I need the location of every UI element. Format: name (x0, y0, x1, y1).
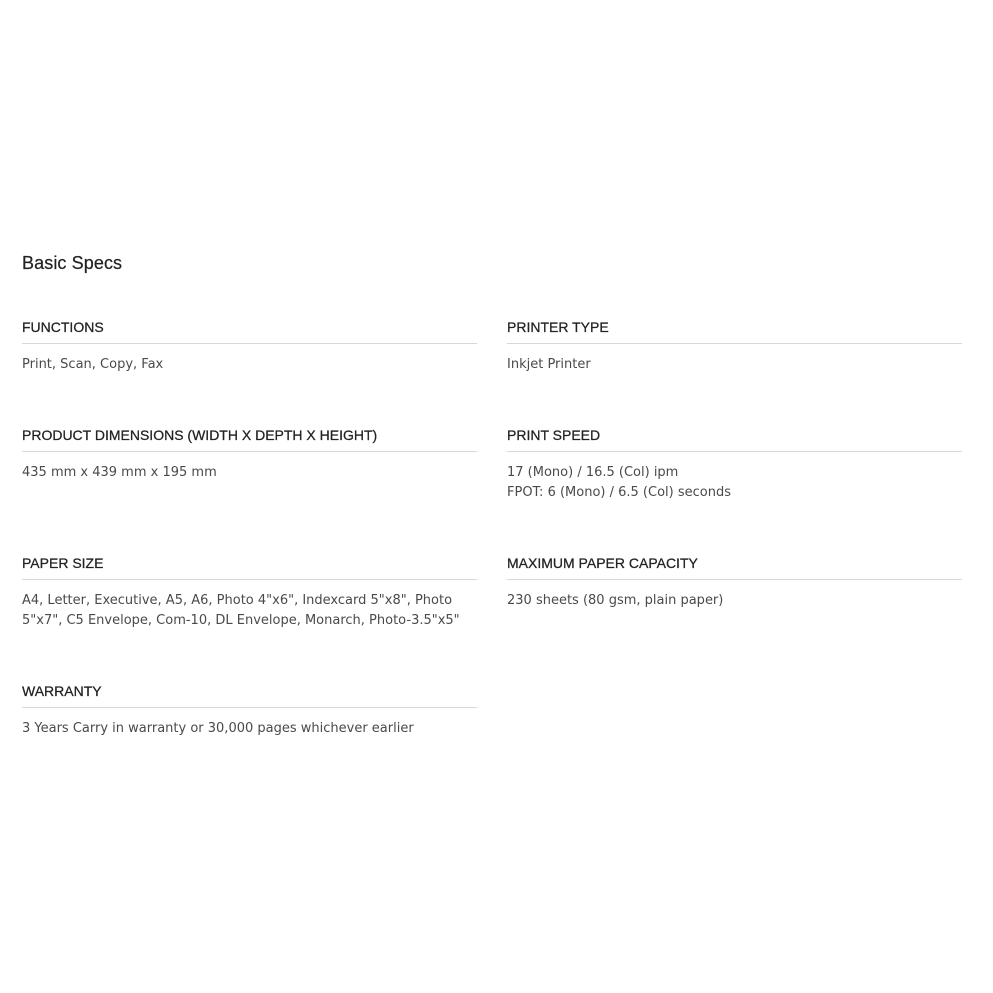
spec-label-functions: FUNCTIONS (22, 318, 477, 344)
spec-value-dimensions: 435 mm x 439 mm x 195 mm (22, 465, 217, 480)
spec-functions (22, 318, 477, 375)
spec-value-warranty: 3 Years Carry in warranty or 30,000 pages whichever earlier (22, 721, 414, 736)
section-title: Basic Specs (22, 253, 123, 273)
spec-max-paper-capacity (507, 554, 962, 611)
spec-label-warranty: WARRANTY (22, 682, 477, 708)
spec-dimensions (22, 426, 477, 483)
spec-value-line: A4, Letter, Executive, A5, A6, Photo 4"x6", Indexcard 5"x8", Photo (22, 593, 453, 608)
spec-value-max-paper-capacity: 230 sheets (80 gsm, plain paper) (507, 593, 724, 608)
spec-label-printer-type: PRINTER TYPE (507, 318, 962, 344)
spec-value-paper-size (22, 580, 477, 631)
spec-printer-type (507, 318, 962, 375)
spec-value-line: FPOT: 6 (Mono) / 6.5 (Col) seconds (507, 485, 731, 500)
spec-label-paper-size: PAPER SIZE (22, 554, 477, 580)
spec-value-printer-type: Inkjet Printer (507, 357, 591, 372)
spec-paper-size (22, 554, 477, 631)
spec-value-functions: Print, Scan, Copy, Fax (22, 357, 164, 372)
spec-value-line: 17 (Mono) / 16.5 (Col) ipm (507, 465, 679, 480)
spec-value-line: 5"x7", C5 Envelope, Com-10, DL Envelope, Monarch, Photo-3.5"x5" (22, 613, 460, 628)
spec-warranty (22, 682, 477, 739)
spec-value-print-speed (507, 452, 962, 503)
spec-label-dimensions: PRODUCT DIMENSIONS (WIDTH X DEPTH X HEIGHT) (22, 426, 477, 452)
spec-label-max-paper-capacity: MAXIMUM PAPER CAPACITY (507, 554, 962, 580)
spec-print-speed (507, 426, 962, 503)
spec-label-print-speed: PRINT SPEED (507, 426, 962, 452)
